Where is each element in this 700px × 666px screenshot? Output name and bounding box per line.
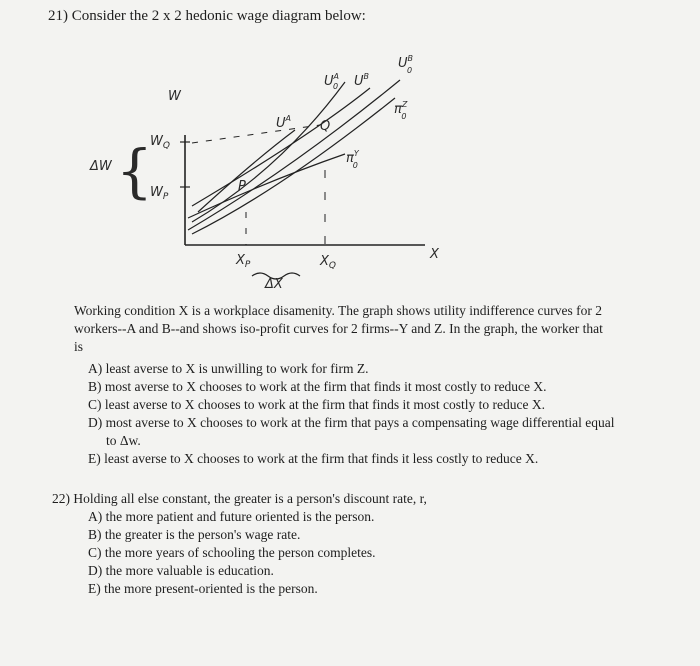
question-21-options xyxy=(88,360,678,468)
indifference-curve-u0b xyxy=(188,80,400,230)
question-22 xyxy=(52,490,652,598)
wage-brace: { xyxy=(116,137,153,205)
wq-dashed-guide xyxy=(192,125,320,143)
q21-option-c: C) least averse to X chooses to work at the firm that finds it most costly to reduce X. xyxy=(88,397,546,412)
question-21-text-line-3: is xyxy=(74,339,84,354)
delta-x-label: ΔX xyxy=(265,277,283,290)
question-21-text xyxy=(74,302,664,356)
q21-option-a: A) least averse to X is unwilling to work for firm Z. xyxy=(88,361,369,376)
label-u1b: $U^B$ xyxy=(354,72,370,89)
q22-option-e: E) the more present-oriented is the person. xyxy=(88,581,318,596)
wp-label: $W_P$ xyxy=(150,185,169,202)
isoprofit-curve-y xyxy=(188,154,345,218)
q22-option-c: C) the more years of schooling the person completes. xyxy=(88,545,376,560)
x-axis-label: X xyxy=(430,247,439,262)
question-21-text-line-1: Working condition X is a workplace disamenity. The graph shows utility indifference curves for 2 xyxy=(74,303,603,318)
label-pi-z: $\pi^Z$ 0 xyxy=(394,100,408,121)
label-u0a: $U^A$ 0 xyxy=(324,72,339,91)
wq-label: $W_Q$ xyxy=(150,134,170,151)
q21-option-e: E) least averse to X chooses to work at the firm that finds it less costly to reduce X. xyxy=(88,451,539,466)
q22-option-a: A) the more patient and future oriented is the person. xyxy=(88,509,375,524)
indifference-curve-u1b xyxy=(192,88,370,206)
q21-option-d-continued: to Δw. xyxy=(106,433,141,448)
question-21-title: 21) Consider the 2 x 2 hedonic wage diagram below: xyxy=(48,8,366,24)
point-q-label: Q xyxy=(320,119,331,134)
label-u0b: $U^B$ 0 xyxy=(398,54,414,75)
xp-label: $X_P$ xyxy=(236,253,251,270)
label-u1a: $U^A$ xyxy=(276,114,291,131)
point-p-label: P xyxy=(238,179,246,194)
isoprofit-curve-z xyxy=(192,98,395,234)
q22-option-b: B) the greater is the person's wage rate. xyxy=(88,527,301,542)
hedonic-wage-diagram xyxy=(80,40,450,290)
indifference-curve-u0a xyxy=(192,82,345,222)
question-21-text-line-2: workers--A and B--and shows iso-profit curves for 2 firms--Y and Z. In the graph, the worker that xyxy=(74,321,603,336)
q21-option-b: B) most averse to X chooses to work at the firm that finds it most costly to reduce X. xyxy=(88,379,547,394)
question-22-title: 22) Holding all else constant, the greater is a person's discount rate, r, xyxy=(52,491,427,506)
question-22-options xyxy=(52,508,652,598)
q21-option-d: D) most averse to X chooses to work at the firm that pays a compensating wage differential equal xyxy=(88,415,615,430)
xq-label: $X_Q$ xyxy=(320,254,336,271)
y-axis-label: W xyxy=(168,89,181,104)
label-pi-y: $\pi^Y$ 0 xyxy=(346,149,359,170)
q22-option-d: D) the more valuable is education. xyxy=(88,563,274,578)
delta-w-label: ΔW xyxy=(90,159,112,174)
